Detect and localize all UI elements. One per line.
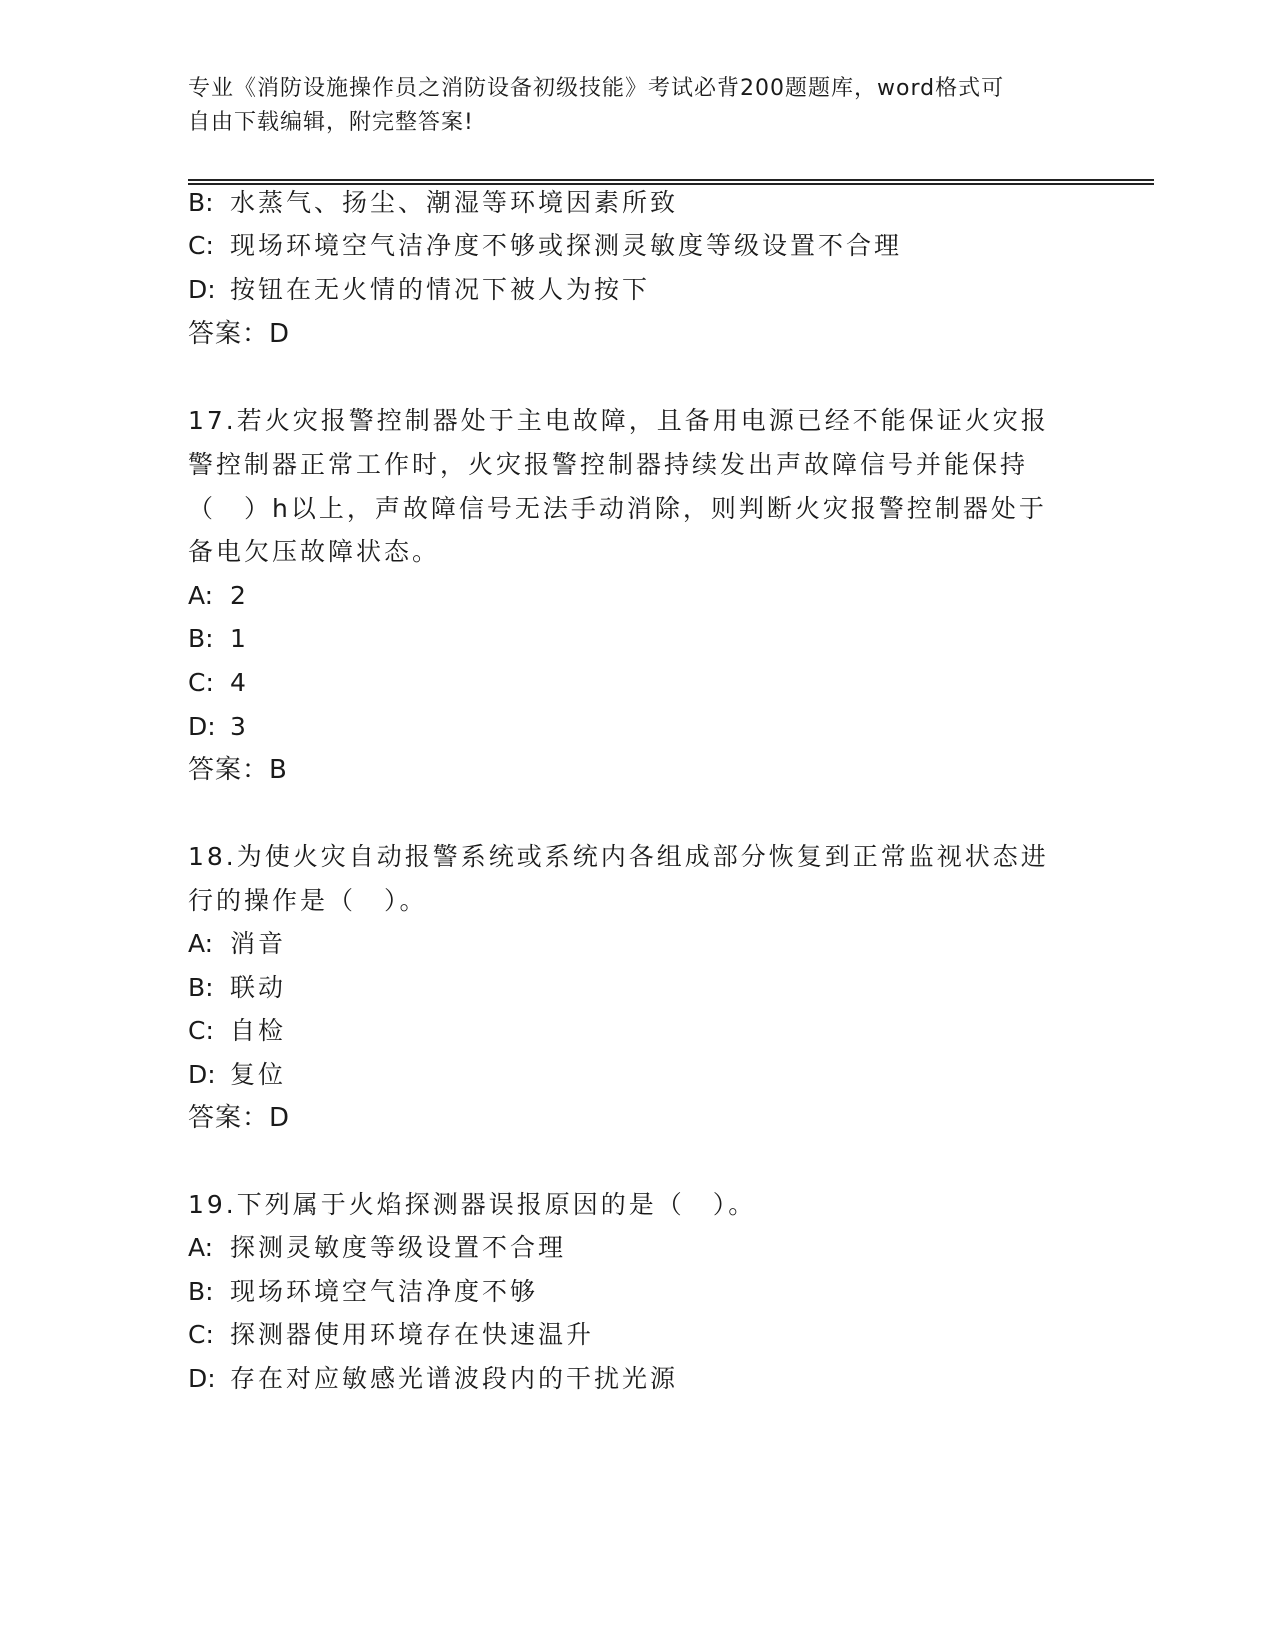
document-header [188,72,1068,140]
header-rule-top [188,179,1154,181]
q19-option-b: B: 现场环境空气洁净度不够 [188,1277,539,1306]
q17-stem-line-1: 17.若火灾报警控制器处于主电故障，且备用电源已经不能保证火灾报 [188,406,1049,435]
q16-option-d: D: 按钮在无火情的情况下被人为按下 [188,275,651,304]
q16-option-b: B: 水蒸气、扬尘、潮湿等环境因素所致 [188,188,679,217]
q17-option-b: B: 1 [188,624,249,653]
q17-stem-line-3: （ ）h以上，声故障信号无法手动消除，则判断火灾报警控制器处于 [188,494,1047,523]
header-rule-bottom [188,183,1154,185]
q18-option-b: B: 联动 [188,973,287,1002]
q17-option-c: C: 4 [188,668,249,697]
q18-option-c: C: 自检 [188,1016,287,1045]
q19-option-a: A: 探测灵敏度等级设置不合理 [188,1233,567,1262]
header-line-1: 专业《消防设施操作员之消防设备初级技能》考试必背200题题库，word格式可 [188,76,1005,101]
q17-answer: 答案：B [188,755,288,785]
q16-answer: 答案：D [188,319,291,349]
q17-stem-line-2: 警控制器正常工作时，火灾报警控制器持续发出声故障信号并能保持 [188,450,1029,479]
q18-answer: 答案：D [188,1103,291,1133]
q19-option-c: C: 探测器使用环境存在快速温升 [188,1320,595,1349]
q16-option-c: C: 现场环境空气洁净度不够或探测灵敏度等级设置不合理 [188,231,903,260]
q17-option-d: D: 3 [188,712,249,741]
q19-stem-line-1: 19.下列属于火焰探测器误报原因的是（ ）。 [188,1190,757,1219]
q18-option-d: D: 复位 [188,1060,287,1089]
q18-stem-line-2: 行的操作是（ ）。 [188,886,428,915]
q18-stem-line-1: 18.为使火灾自动报警系统或系统内各组成部分恢复到正常监视状态进 [188,842,1049,871]
q17-option-a: A: 2 [188,581,249,610]
header-line-2: 自由下载编辑，附完整答案! [188,110,474,135]
q17-stem-line-4: 备电欠压故障状态。 [188,537,441,566]
q18-option-a: A: 消音 [188,929,287,958]
q19-option-d: D: 存在对应敏感光谱波段内的干扰光源 [188,1364,679,1393]
